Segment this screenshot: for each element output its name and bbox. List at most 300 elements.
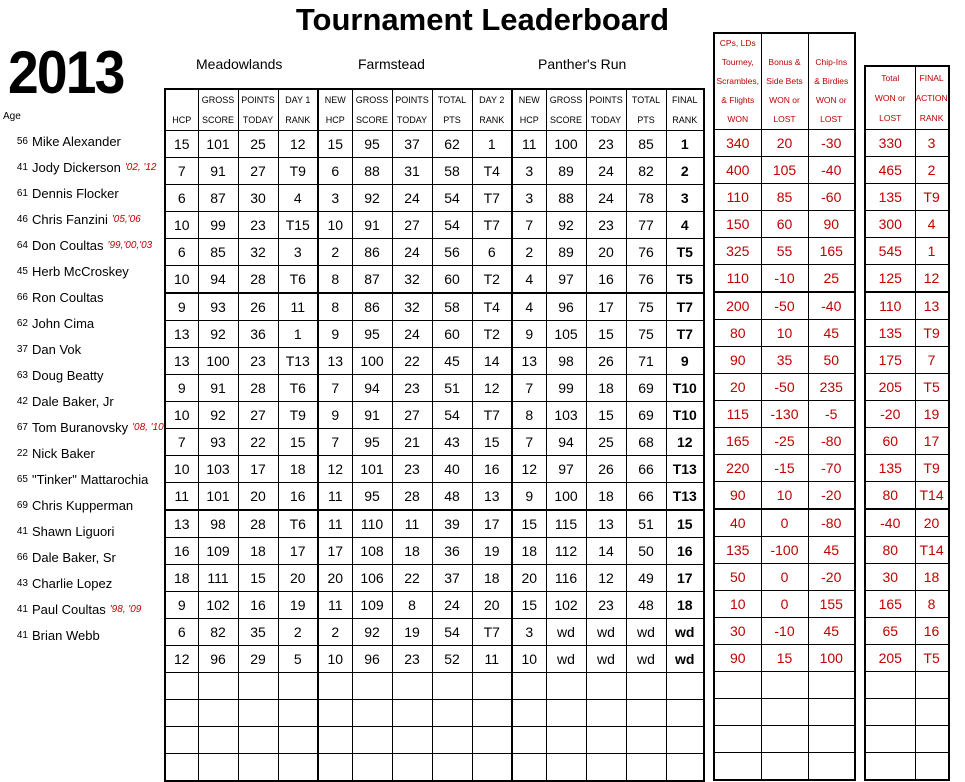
score-cell: 103 — [546, 402, 586, 429]
score-cell: 5 — [278, 646, 318, 673]
score-cell: 16 — [472, 456, 512, 483]
score-cell: 37 — [432, 565, 472, 592]
score-cell: T2 — [472, 321, 512, 348]
score-cell: 22 — [238, 429, 278, 456]
money-cell: 150 — [714, 211, 761, 238]
score-cell: 3 — [278, 239, 318, 266]
money-cell: 15 — [761, 645, 808, 672]
table-row — [165, 212, 704, 239]
score-cell: 111 — [198, 565, 238, 592]
score-cell: 92 — [198, 402, 238, 429]
money-cell: 30 — [714, 618, 761, 645]
player-label-row — [0, 154, 164, 180]
table-row — [714, 238, 855, 265]
score-cell: 15 — [586, 402, 626, 429]
table-row — [165, 375, 704, 402]
money-cell: -80 — [808, 509, 855, 537]
score-cell — [165, 673, 198, 700]
score-cell: 10 — [165, 456, 198, 483]
money-cell: -40 — [808, 292, 855, 320]
money-header-line: Bonus & — [768, 57, 801, 67]
score-cell: 54 — [432, 212, 472, 239]
score-cell: 95 — [352, 131, 392, 158]
score-cell: 78 — [626, 185, 666, 212]
money-cell: 400 — [714, 157, 761, 184]
table-row — [714, 537, 855, 564]
final-table — [864, 65, 950, 781]
money-cell: -5 — [808, 401, 855, 428]
score-cell: 13 — [165, 321, 198, 348]
score-cell: 92 — [352, 185, 392, 212]
final-cell: 205 — [865, 374, 915, 401]
score-cell: 20 — [512, 565, 546, 592]
money-cell: 200 — [714, 292, 761, 320]
player-name: Ron Coultas — [32, 289, 104, 305]
score-cell: 14 — [586, 538, 626, 565]
score-cell: 103 — [198, 456, 238, 483]
table-row — [714, 753, 855, 781]
score-cell — [586, 754, 626, 782]
score-cell: 12 — [278, 131, 318, 158]
money-cell: -70 — [808, 455, 855, 482]
player-age: 42 — [16, 395, 28, 407]
score-cell: 16 — [238, 592, 278, 619]
score-cell: 48 — [432, 483, 472, 511]
score-cell: 94 — [198, 266, 238, 294]
money-header-line: WON or — [769, 95, 800, 105]
score-cell: 20 — [472, 592, 512, 619]
score-cell: 52 — [432, 646, 472, 673]
score-cell: 4 — [512, 293, 546, 321]
scores-header-cell — [238, 89, 278, 131]
scores-header-line: TOTAL — [631, 95, 661, 105]
table-row — [165, 456, 704, 483]
score-cell: 15 — [666, 510, 704, 538]
score-cell: 71 — [626, 348, 666, 375]
score-cell: 17 — [472, 510, 512, 538]
final-cell: -20 — [865, 401, 915, 428]
money-cell: 60 — [761, 211, 808, 238]
course-farmstead: Farmstead — [358, 56, 425, 72]
scores-header-line: GROSS — [549, 95, 583, 105]
score-cell: 24 — [586, 158, 626, 185]
final-cell: 7 — [915, 347, 949, 374]
score-cell: 66 — [626, 483, 666, 511]
player-age: 67 — [16, 421, 28, 433]
score-cell: 24 — [586, 185, 626, 212]
score-cell: 86 — [352, 293, 392, 321]
scores-header-line: PTS — [443, 115, 461, 125]
score-cell: 26 — [238, 293, 278, 321]
score-cell: 10 — [165, 402, 198, 429]
score-cell: 87 — [352, 266, 392, 294]
score-cell: 6 — [318, 158, 352, 185]
table-row — [714, 672, 855, 699]
scores-header-cell — [198, 89, 238, 131]
money-cell: 325 — [714, 238, 761, 265]
score-cell: 6 — [472, 239, 512, 266]
player-label-row — [0, 206, 164, 232]
money-table — [713, 32, 856, 781]
score-cell: 40 — [432, 456, 472, 483]
player-age: 41 — [16, 525, 28, 537]
final-header-line: Total — [881, 73, 900, 83]
table-row — [865, 753, 949, 781]
money-cell: -80 — [808, 428, 855, 455]
table-row — [714, 645, 855, 672]
score-cell: 15 — [512, 510, 546, 538]
player-age: 41 — [16, 603, 28, 615]
final-cell: 60 — [865, 428, 915, 455]
table-row — [865, 157, 949, 184]
scores-header-line: TODAY — [590, 115, 622, 125]
money-cell: 90 — [714, 482, 761, 510]
table-row — [714, 591, 855, 618]
score-cell — [512, 754, 546, 782]
score-cell: 18 — [165, 565, 198, 592]
player-name: Chris Fanzini — [32, 211, 108, 227]
money-cell — [761, 672, 808, 699]
player-label-row — [0, 284, 164, 310]
score-cell — [432, 673, 472, 700]
player-age: 61 — [16, 187, 28, 199]
score-cell: 23 — [238, 348, 278, 375]
score-cell: 92 — [352, 619, 392, 646]
score-cell: 17 — [238, 456, 278, 483]
scores-header-line: TOTAL — [437, 95, 467, 105]
score-cell: 15 — [472, 429, 512, 456]
score-cell: 32 — [392, 293, 432, 321]
score-cell: 20 — [318, 565, 352, 592]
score-cell: 10 — [512, 646, 546, 673]
score-cell: 23 — [586, 131, 626, 158]
player-age: 62 — [16, 317, 28, 329]
scores-header-line: GROSS — [355, 95, 389, 105]
final-header-cell — [865, 66, 915, 130]
table-row — [865, 726, 949, 753]
final-cell: T5 — [915, 645, 949, 672]
table-row — [714, 428, 855, 455]
table-row — [165, 266, 704, 294]
final-cell: 300 — [865, 211, 915, 238]
score-cell — [278, 727, 318, 754]
score-cell — [352, 673, 392, 700]
scores-header-line: RANK — [479, 115, 505, 125]
score-cell: 66 — [626, 456, 666, 483]
player-label-row — [0, 362, 164, 388]
score-cell: 101 — [198, 131, 238, 158]
player-age: 46 — [16, 213, 28, 225]
final-cell: 125 — [865, 265, 915, 293]
score-cell: 68 — [626, 429, 666, 456]
score-cell: 35 — [238, 619, 278, 646]
score-cell: 13 — [472, 483, 512, 511]
score-cell: 3 — [318, 185, 352, 212]
table-row — [865, 347, 949, 374]
score-cell: 9 — [666, 348, 704, 375]
player-label-row — [0, 596, 164, 622]
scores-header-line: SCORE — [549, 115, 582, 125]
score-cell: 12 — [472, 375, 512, 402]
scores-table — [164, 88, 705, 782]
score-cell: 16 — [278, 483, 318, 511]
final-header-line: FINAL — [919, 73, 944, 83]
score-cell: 15 — [238, 565, 278, 592]
final-cell — [865, 699, 915, 726]
player-name: Charlie Lopez — [32, 575, 113, 591]
score-cell: wd — [586, 646, 626, 673]
scores-header-line: GROSS — [201, 95, 235, 105]
score-cell: 13 — [165, 510, 198, 538]
final-cell: 135 — [865, 184, 915, 211]
scores-header-cell — [392, 89, 432, 131]
final-cell: 110 — [865, 292, 915, 320]
money-cell: -30 — [808, 130, 855, 157]
table-row — [865, 265, 949, 293]
table-row — [714, 211, 855, 238]
score-cell: 32 — [238, 239, 278, 266]
table-row — [714, 157, 855, 184]
table-row — [865, 401, 949, 428]
score-cell: 16 — [165, 538, 198, 565]
money-header-cell — [808, 33, 855, 130]
player-winning-years: '98, '09 — [109, 603, 142, 615]
score-cell: 18 — [238, 538, 278, 565]
final-cell — [865, 672, 915, 699]
score-cell: 97 — [546, 266, 586, 294]
score-cell — [626, 673, 666, 700]
score-cell: 13 — [165, 348, 198, 375]
score-cell: 16 — [666, 538, 704, 565]
score-cell: 17 — [586, 293, 626, 321]
money-cell: -100 — [761, 537, 808, 564]
score-cell: 50 — [626, 538, 666, 565]
table-row — [865, 564, 949, 591]
score-cell: 102 — [198, 592, 238, 619]
table-row — [865, 184, 949, 211]
table-row — [865, 238, 949, 265]
scores-header-line: DAY 2 — [479, 95, 505, 105]
player-name: "Tinker" Mattarochia — [32, 471, 149, 487]
score-cell: 13 — [586, 510, 626, 538]
score-cell: 77 — [626, 212, 666, 239]
score-cell: 24 — [392, 239, 432, 266]
money-cell: 235 — [808, 374, 855, 401]
money-cell: 90 — [714, 645, 761, 672]
score-cell: 17 — [318, 538, 352, 565]
score-cell: T13 — [666, 483, 704, 511]
money-cell: -60 — [808, 184, 855, 211]
score-cell — [278, 673, 318, 700]
table-row — [165, 293, 704, 321]
score-cell: 91 — [198, 375, 238, 402]
score-cell: 26 — [586, 348, 626, 375]
score-cell: 32 — [392, 266, 432, 294]
money-cell: 10 — [761, 320, 808, 347]
final-header-line: LOST — [879, 113, 902, 123]
table-row — [165, 619, 704, 646]
money-cell: 20 — [714, 374, 761, 401]
player-age: 43 — [16, 577, 28, 589]
table-row — [714, 564, 855, 591]
score-cell: 95 — [352, 429, 392, 456]
score-cell: 14 — [472, 348, 512, 375]
score-cell: 7 — [318, 375, 352, 402]
score-cell: 82 — [198, 619, 238, 646]
score-cell: 27 — [238, 402, 278, 429]
score-cell: T4 — [472, 293, 512, 321]
score-cell: 2 — [278, 619, 318, 646]
money-cell: 50 — [714, 564, 761, 591]
money-cell — [714, 753, 761, 781]
score-cell: 89 — [546, 158, 586, 185]
table-row — [165, 592, 704, 619]
money-cell: 135 — [714, 537, 761, 564]
score-cell: 13 — [512, 348, 546, 375]
score-cell: 94 — [546, 429, 586, 456]
score-cell: 24 — [392, 321, 432, 348]
score-cell: T6 — [278, 375, 318, 402]
score-cell: T7 — [666, 321, 704, 348]
score-cell: 18 — [586, 483, 626, 511]
score-cell — [472, 754, 512, 782]
score-cell: 7 — [512, 429, 546, 456]
score-cell: 7 — [512, 212, 546, 239]
table-row — [714, 509, 855, 537]
table-row — [165, 565, 704, 592]
score-cell: T7 — [666, 293, 704, 321]
score-cell: 12 — [666, 429, 704, 456]
score-cell — [238, 673, 278, 700]
table-row — [865, 618, 949, 645]
score-cell — [586, 727, 626, 754]
scores-header-cell — [318, 89, 352, 131]
score-cell: T9 — [278, 402, 318, 429]
money-cell: -15 — [761, 455, 808, 482]
final-cell: 175 — [865, 347, 915, 374]
score-cell: 13 — [318, 348, 352, 375]
money-cell: 220 — [714, 455, 761, 482]
page-title: Tournament Leaderboard — [295, 2, 670, 37]
final-cell: 19 — [915, 401, 949, 428]
score-cell: T6 — [278, 510, 318, 538]
final-cell: T9 — [915, 320, 949, 347]
scores-header-cell — [352, 89, 392, 131]
final-cell: 80 — [865, 537, 915, 564]
score-cell: 12 — [512, 456, 546, 483]
final-cell — [915, 726, 949, 753]
money-cell — [761, 753, 808, 781]
player-label-row — [0, 440, 164, 466]
score-cell: 11 — [318, 592, 352, 619]
table-row — [714, 482, 855, 510]
player-label-row — [0, 622, 164, 648]
score-cell — [512, 727, 546, 754]
money-cell: -130 — [761, 401, 808, 428]
final-cell: 205 — [865, 645, 915, 672]
score-cell: 30 — [238, 185, 278, 212]
final-cell: T14 — [915, 537, 949, 564]
score-cell — [546, 754, 586, 782]
score-cell — [352, 700, 392, 727]
score-cell: 98 — [546, 348, 586, 375]
money-cell: 40 — [714, 509, 761, 537]
score-cell: 54 — [432, 185, 472, 212]
score-cell: 51 — [626, 510, 666, 538]
table-row — [165, 483, 704, 511]
money-cell: -10 — [761, 265, 808, 293]
scores-header-line: NEW — [518, 95, 540, 105]
final-cell: -40 — [865, 509, 915, 537]
final-cell: T9 — [915, 184, 949, 211]
final-cell: 20 — [915, 509, 949, 537]
money-header-line: LOST — [773, 114, 796, 124]
table-row — [865, 591, 949, 618]
final-header-line: ACTION — [915, 93, 948, 103]
money-cell: 50 — [808, 347, 855, 374]
player-age: 22 — [16, 447, 28, 459]
money-cell — [714, 672, 761, 699]
table-row — [165, 754, 704, 782]
score-cell: 11 — [392, 510, 432, 538]
final-cell — [865, 753, 915, 781]
table-row — [165, 158, 704, 185]
score-cell — [318, 727, 352, 754]
score-cell: 82 — [626, 158, 666, 185]
money-cell: 340 — [714, 130, 761, 157]
score-cell: 9 — [318, 402, 352, 429]
scores-header-line: RANK — [672, 115, 698, 125]
table-row — [865, 130, 949, 157]
final-cell: 545 — [865, 238, 915, 265]
score-cell — [512, 700, 546, 727]
score-cell: 23 — [238, 212, 278, 239]
scores-header-line: HCP — [519, 115, 539, 125]
score-cell: T7 — [472, 185, 512, 212]
money-cell: -10 — [761, 618, 808, 645]
score-cell: 21 — [392, 429, 432, 456]
player-name: Chris Kupperman — [32, 497, 134, 513]
score-cell: 4 — [512, 266, 546, 294]
score-cell: 45 — [432, 348, 472, 375]
score-cell: 92 — [546, 212, 586, 239]
score-cell: 99 — [546, 375, 586, 402]
score-cell: 2 — [666, 158, 704, 185]
score-cell: 62 — [432, 131, 472, 158]
player-age: 63 — [16, 369, 28, 381]
scores-header-cell — [512, 89, 546, 131]
score-cell: 75 — [626, 321, 666, 348]
score-cell: 1 — [472, 131, 512, 158]
money-cell: 35 — [761, 347, 808, 374]
money-header-line: Chip-Ins — [815, 57, 848, 67]
money-cell: 0 — [761, 591, 808, 618]
score-cell: 85 — [626, 131, 666, 158]
score-cell: 18 — [278, 456, 318, 483]
money-cell: -20 — [808, 564, 855, 591]
final-cell: 16 — [915, 618, 949, 645]
score-cell: 23 — [392, 375, 432, 402]
score-cell: wd — [586, 619, 626, 646]
money-cell: 45 — [808, 320, 855, 347]
score-cell: 6 — [165, 239, 198, 266]
score-cell: 100 — [546, 131, 586, 158]
score-cell: T7 — [472, 619, 512, 646]
table-row — [714, 184, 855, 211]
player-name: Mike Alexander — [32, 133, 121, 149]
score-cell: 27 — [392, 212, 432, 239]
table-row — [865, 537, 949, 564]
